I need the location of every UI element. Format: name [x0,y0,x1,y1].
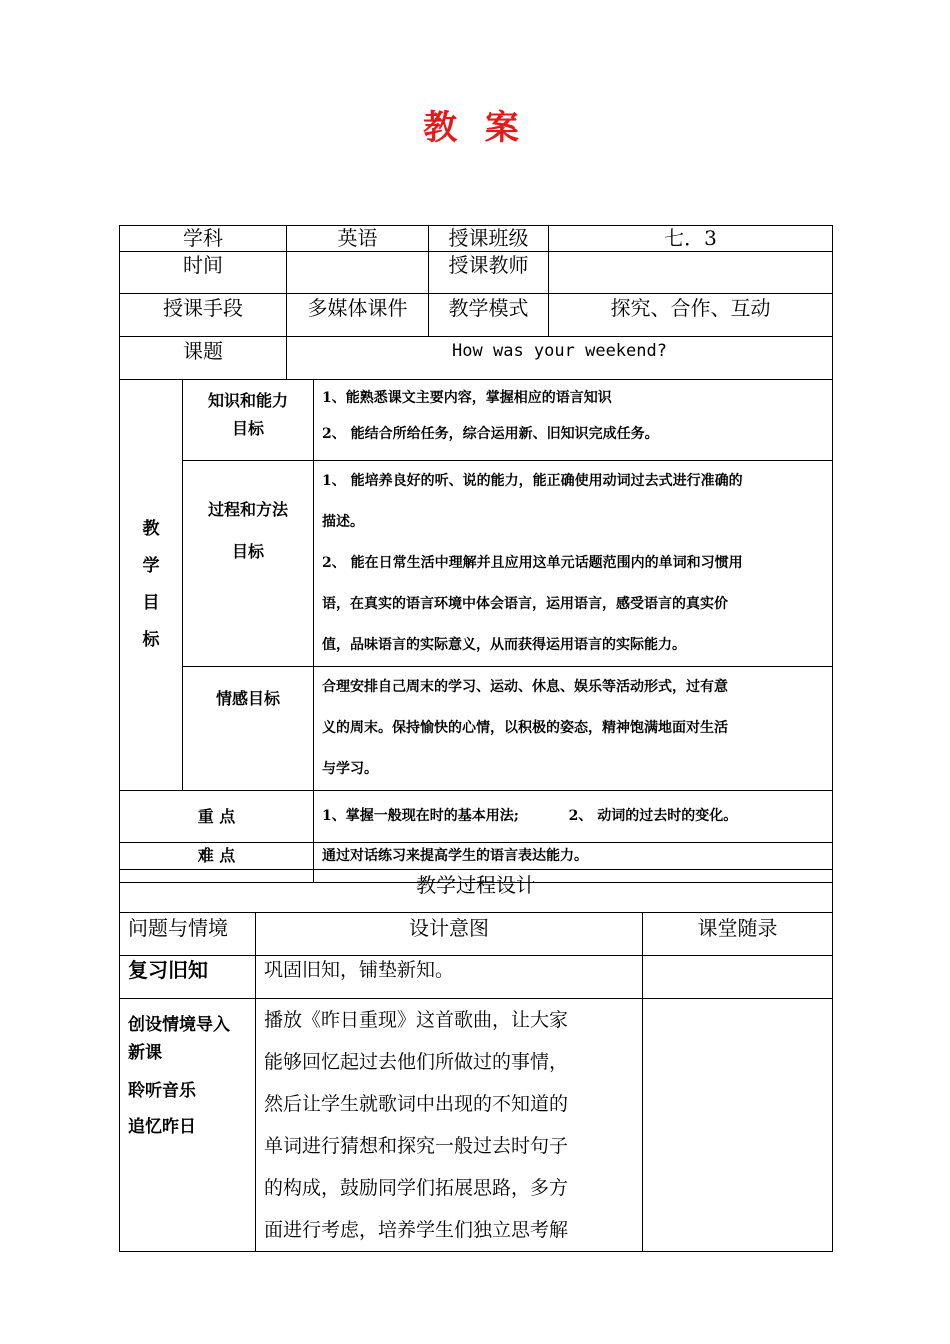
process-goal-text [314,461,833,667]
text-line: 的构成，鼓励同学们拓展思路，多方 [264,1177,569,1199]
key-point-text [314,791,833,843]
time-value [287,252,429,294]
lesson-info-table [119,225,833,883]
goals-label [120,380,183,791]
text-line: 语，在真实的语言环境中体会语言，运用语言，感受语言的真实价 [322,596,728,612]
topic-label: 课题 [120,337,287,380]
text-line: 与学习。 [322,761,378,777]
subject-value: 英语 [287,226,429,252]
text-line: 义的周末。保持愉快的心情，以积极的姿态，精神饱满地面对生活 [322,720,728,736]
review-situation: 复习旧知 [120,956,256,999]
knowledge-goal-label-line: 知识和能力 [207,391,288,410]
text-line: 聆听音乐 [128,1081,196,1101]
text-line: 合理安排自己周末的学习、运动、休息、娱乐等活动形式，过有意 [322,679,728,695]
review-intent: 巩固旧知，铺垫新知。 [256,956,643,999]
teacher-label: 授课教师 [429,252,549,294]
text-line: 单词进行猜想和探究一般过去时句子 [264,1135,569,1157]
goals-char: 目 [142,593,160,613]
column-intent: 设计意图 [256,913,643,956]
key-point-label: 重 点 [120,791,314,843]
document-title: 教 案 [423,108,527,148]
review-notes [643,956,833,999]
text-line: 新课 [128,1043,162,1063]
text-line: 然后让学生就歌词中出现的不知道的 [264,1093,569,1115]
goals-char: 学 [142,556,160,576]
text-line: 描述。 [322,514,364,530]
text-line: 值，品味语言的实际意义，从而获得运用语言的实际能力。 [322,637,686,653]
column-situation: 问题与情境 [120,913,256,956]
process-goal-label-line: 目标 [231,542,264,561]
process-goal-label [183,461,314,667]
subject-label: 学科 [120,226,287,252]
intro-notes [643,999,833,1252]
class-label: 授课班级 [429,226,549,252]
text-line: 播放《昨日重现》这首歌曲，让大家 [264,1009,569,1031]
emotion-goal-label: 情感目标 [183,667,314,791]
topic-value: How was your weekend? [287,337,833,380]
knowledge-goal-text [314,380,833,461]
intro-situation [120,999,256,1252]
time-label: 时间 [120,252,287,294]
difficult-point-text: 通过对话练习来提高学生的语言表达能力。 [314,843,833,883]
text-line: 2、 能结合所给任务，综合运用新、旧知识完成任务。 [322,426,659,442]
means-label: 授课手段 [120,294,287,337]
text-line: 创设情境导入 [128,1015,230,1035]
intro-intent [256,999,643,1252]
process-goal-label-line: 过程和方法 [207,500,288,519]
column-notes: 课堂随录 [643,913,833,956]
knowledge-goal-label [183,380,314,461]
goals-char: 标 [142,630,160,650]
process-table [119,869,833,1252]
key-point-2: 2、 动词的过去时的变化。 [568,808,738,824]
key-point-1: 1、掌握一般现在时的基本用法; [322,808,519,824]
class-value: 七．3 [549,226,833,252]
emotion-goal-text [314,667,833,791]
teacher-value [549,252,833,294]
mode-value: 探究、合作、互动 [549,294,833,337]
text-line: 追忆昨日 [128,1117,196,1137]
text-line: 面进行考虑，培养学生们独立思考解 [264,1219,569,1241]
text-line: 能够回忆起过去他们所做过的事情， [264,1051,569,1073]
means-value: 多媒体课件 [287,294,429,337]
process-section-title: 教学过程设计 [120,870,833,913]
text-line: 2、 能在日常生活中理解并且应用这单元话题范围内的单词和习惯用 [322,555,743,571]
difficult-point-label: 难 点 [120,843,314,883]
knowledge-goal-label-line: 目标 [231,419,264,438]
goals-char: 教 [142,519,160,539]
text-line: 1、能熟悉课文主要内容，掌握相应的语言知识 [322,390,612,406]
text-line: 1、 能培养良好的听、说的能力，能正确使用动词过去式进行准确的 [322,473,743,489]
mode-label: 教学模式 [429,294,549,337]
